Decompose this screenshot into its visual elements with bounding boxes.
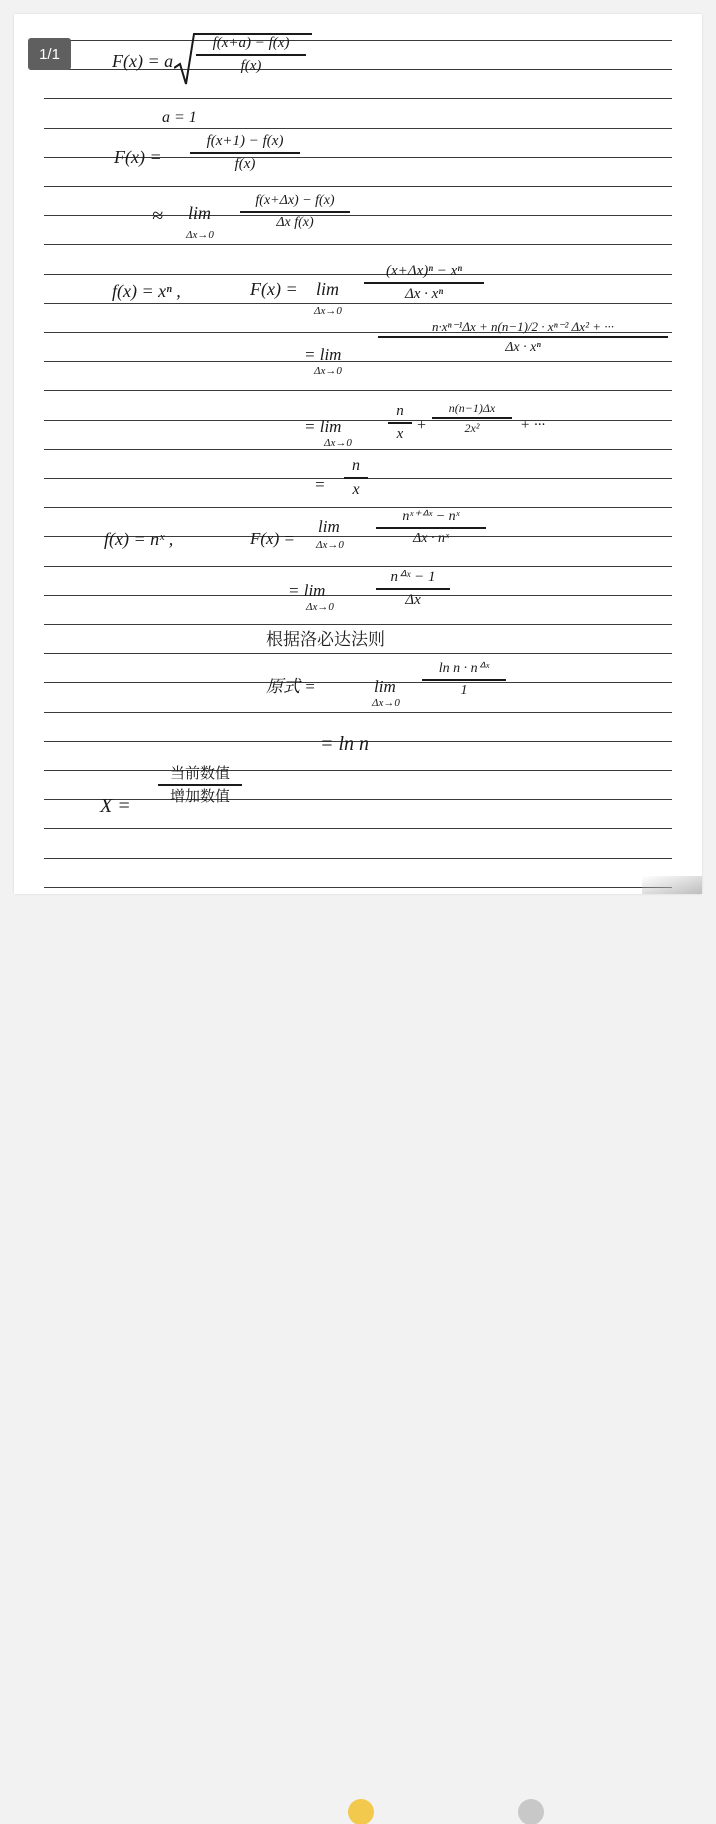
eq7-fraction-1: n x <box>388 404 412 442</box>
eq5-lim: lim <box>316 279 340 299</box>
ruled-line <box>44 274 672 275</box>
eq7-plus: + <box>416 417 427 434</box>
eq10-lim-sub: Δx→0 <box>306 601 334 613</box>
eq7-tail: + ··· <box>520 417 546 433</box>
eq12-lim-sub: Δx→0 <box>372 697 400 709</box>
ruled-line <box>44 244 672 245</box>
ruled-line <box>44 566 672 567</box>
ruled-lines <box>44 14 672 894</box>
eq9-fraction: nˣ⁺ᐞˣ − nˣ Δx · nˣ <box>376 510 486 546</box>
page-corner-shadow <box>642 876 702 894</box>
ruled-line <box>44 449 672 450</box>
eq9-lim-sub: Δx→0 <box>316 539 344 551</box>
eq4-approx: ≈ <box>152 205 163 227</box>
eq1-fraction: f(x+a) − f(x) f(x) <box>196 36 306 74</box>
ruled-line <box>44 595 672 596</box>
ruled-line <box>44 303 672 304</box>
notebook-page <box>14 14 702 894</box>
eq7-lim-sub: Δx→0 <box>324 437 352 449</box>
eq8-eq: = <box>314 475 326 494</box>
eq4-fraction: f(x+Δx) − f(x) Δx f(x) <box>240 194 350 230</box>
ruled-line <box>44 828 672 829</box>
eq5-lim-sub: Δx→0 <box>314 305 342 317</box>
eq9-F: F(x) = <box>250 529 295 548</box>
eq6-eq-lim: = lim <box>304 345 342 364</box>
eq3-fraction: f(x+1) − f(x) f(x) <box>190 134 300 172</box>
eq12-fraction: ln n · nᐞˣ 1 <box>422 662 506 698</box>
ruled-line <box>44 799 672 800</box>
eq7-fraction-2: n(n−1)Δx 2x² <box>432 402 512 434</box>
eq9-lim: lim <box>318 517 340 536</box>
eq1-lhs: F(x) = a <box>112 51 174 71</box>
ruled-line <box>44 215 672 216</box>
toolbar-button-right[interactable] <box>518 1799 544 1824</box>
ruled-line <box>44 507 672 508</box>
lhopital-note: 根据洛必达法则 <box>266 630 385 650</box>
ruled-line <box>44 624 672 625</box>
bottom-toolbar <box>0 896 716 912</box>
ruled-line <box>44 390 672 391</box>
eq6-fraction: n·xⁿ⁻¹Δx + n(n−1)/2 · xⁿ⁻² Δx² + ··· Δx · xⁿ <box>378 320 668 355</box>
ruled-line <box>44 887 672 888</box>
ruled-line <box>44 128 672 129</box>
toolbar-button-left[interactable] <box>348 1799 374 1824</box>
eq8-fraction: n x <box>344 458 368 498</box>
ruled-line <box>44 682 672 683</box>
ruled-line <box>44 40 672 41</box>
ruled-line <box>44 712 672 713</box>
eq4-lim-sub: Δx→0 <box>186 229 214 241</box>
eq2-a-equals-1: a = 1 <box>162 109 197 126</box>
ruled-line <box>44 770 672 771</box>
ruled-line <box>44 186 672 187</box>
eq12-lhs: 原式 = <box>266 677 316 696</box>
eq9-f-def: f(x) = nˣ , <box>104 529 174 549</box>
eq7-eq-lim: = lim <box>304 417 342 436</box>
eq10-fraction: nᐞˣ − 1 Δx <box>376 570 450 608</box>
eq6-lim-sub: Δx→0 <box>314 365 342 377</box>
eq13-result: = ln n <box>320 733 370 755</box>
ruled-line <box>44 653 672 654</box>
eq5-F: F(x) = <box>250 279 298 299</box>
eq5-fraction: (x+Δx)ⁿ − xⁿ Δx · xⁿ <box>364 264 484 302</box>
eq12-lim: lim <box>374 677 396 696</box>
eq14-lhs: X = <box>100 795 131 817</box>
eq4-lim: lim <box>188 203 212 223</box>
ruled-line <box>44 361 672 362</box>
page-indicator-badge: 1/1 <box>28 38 71 70</box>
ruled-line <box>44 858 672 859</box>
eq10-eq-lim: = lim <box>288 581 326 600</box>
ruled-line <box>44 420 672 421</box>
eq14-fraction: 当前数值 增加数值 <box>158 766 242 804</box>
eq5-f-def: f(x) = xⁿ , <box>112 281 181 301</box>
ruled-line <box>44 98 672 99</box>
eq3-lhs: F(x) = <box>114 147 162 167</box>
